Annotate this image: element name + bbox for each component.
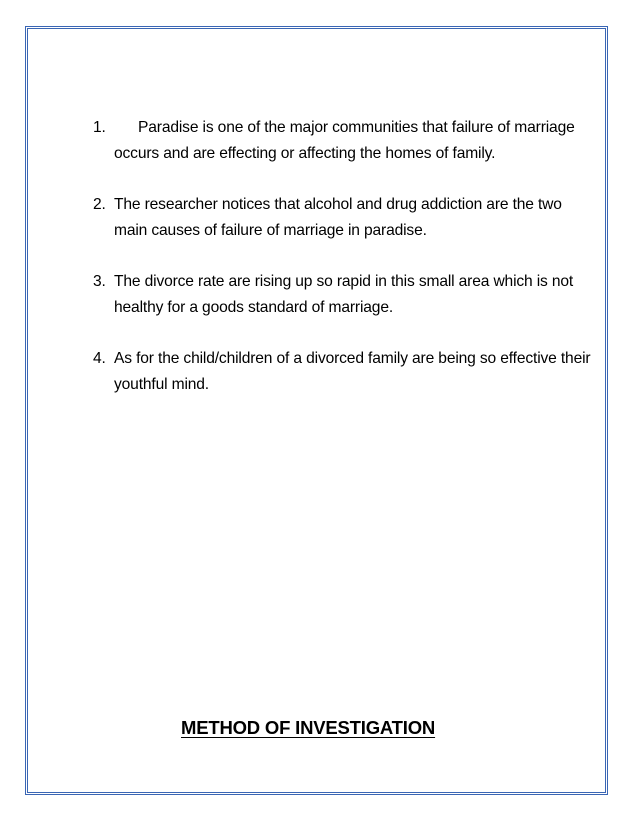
- finding-number: 4.: [93, 350, 106, 367]
- finding-item-2: [93, 192, 593, 244]
- findings-list: [93, 115, 593, 423]
- finding-text: The researcher notices that alcohol and drug addiction are the two main causes of failure of marriage in paradise.: [114, 196, 562, 239]
- finding-text: Paradise is one of the major communities that failure of marriage occurs and are effecting or affecting the homes of family.: [114, 119, 575, 162]
- finding-item-4: [93, 346, 593, 398]
- finding-number: 1.: [93, 119, 106, 136]
- section-heading: METHOD OF INVESTIGATION: [181, 717, 436, 738]
- finding-number: 2.: [93, 196, 106, 213]
- finding-text: As for the child/children of a divorced family are being so effective their youthful mind.: [114, 350, 591, 393]
- finding-item-1: [93, 115, 593, 167]
- finding-item-3: [93, 269, 593, 321]
- finding-number: 3.: [93, 273, 106, 290]
- finding-text: The divorce rate are rising up so rapid in this small area which is not healthy for a goods standard of marriage.: [114, 273, 574, 316]
